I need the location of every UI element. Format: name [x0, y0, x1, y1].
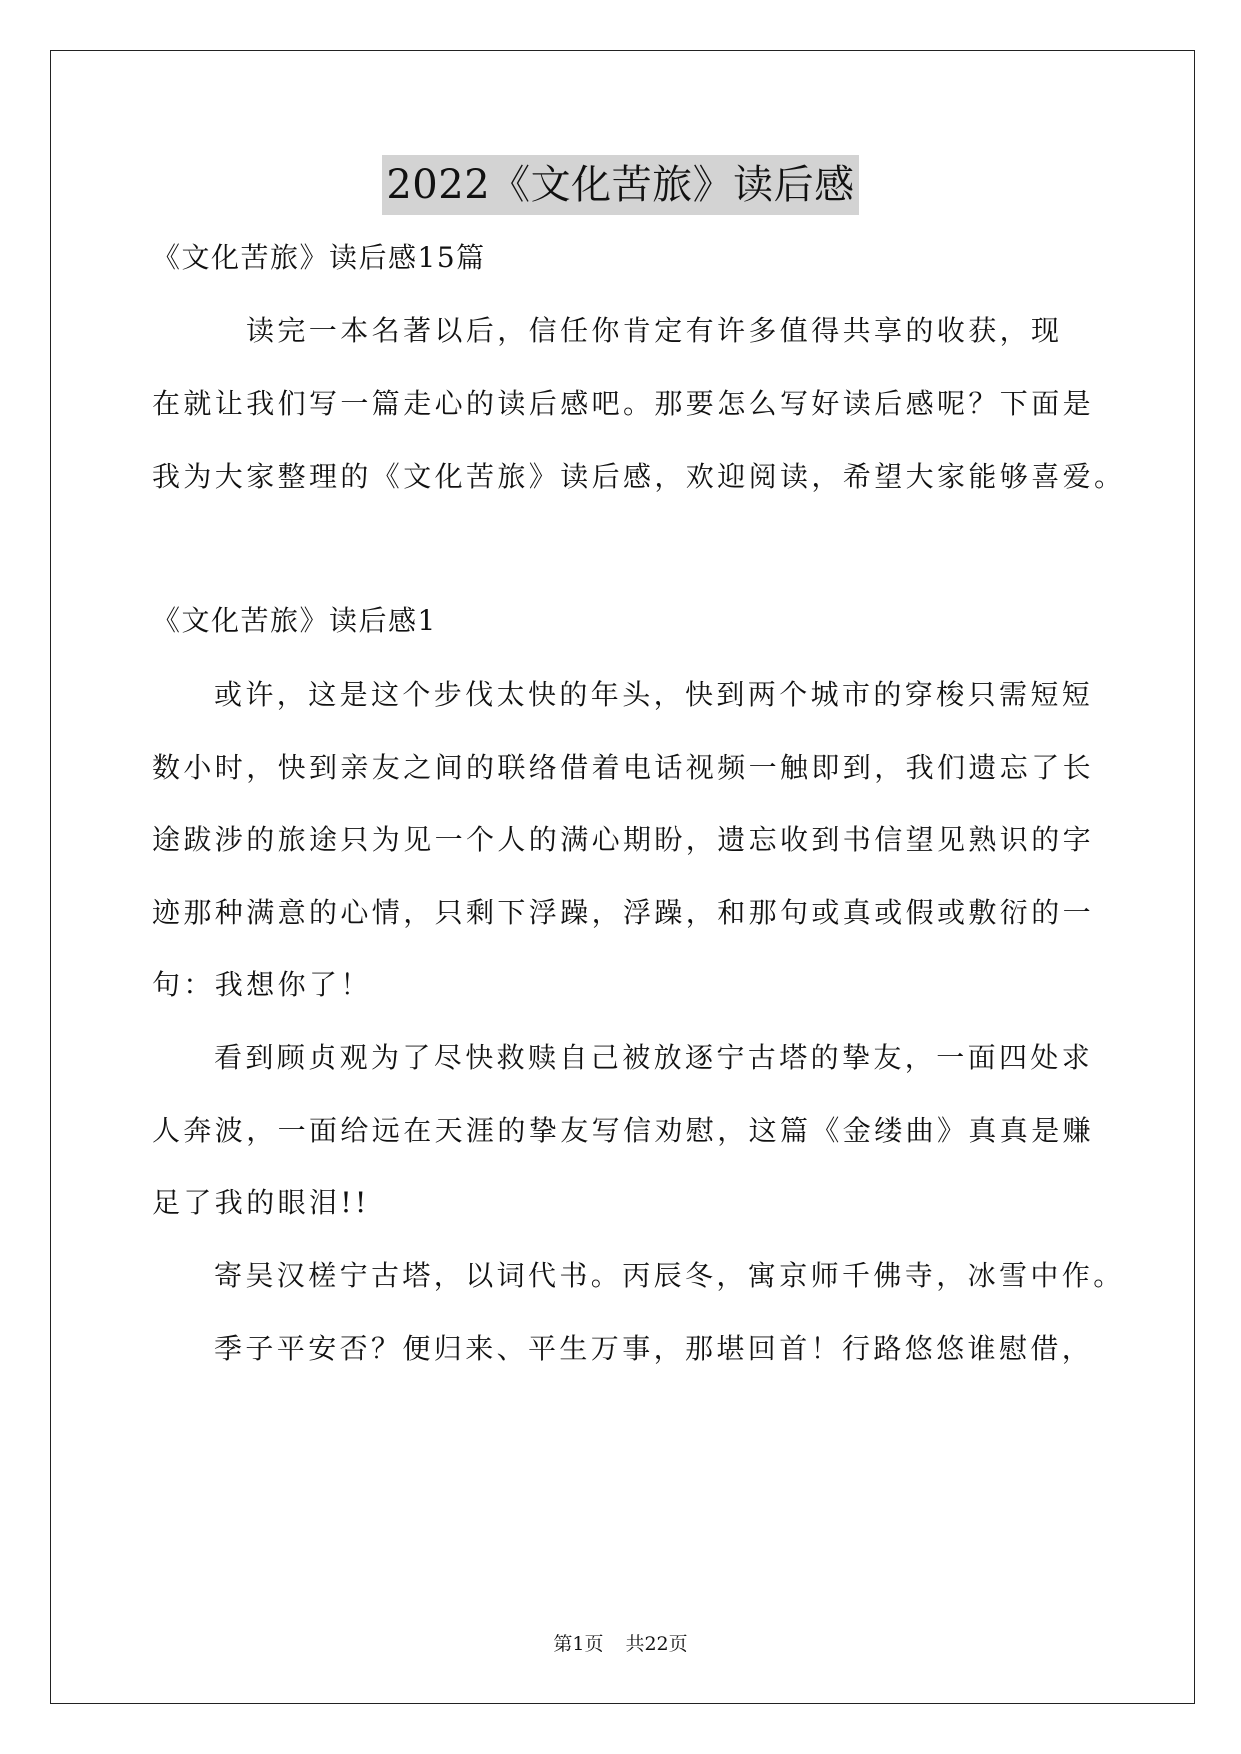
paragraph-line: 句：我想你了！	[152, 968, 372, 1001]
document-title: 2022《文化苦旅》读后感	[382, 155, 858, 215]
intro-line: 读完一本名著以后，信任你肯定有许多值得共享的收获，现	[246, 314, 1063, 347]
paragraph-line: 数小时，快到亲友之间的联络借着电话视频一触即到，我们遗忘了长	[152, 751, 1095, 784]
paragraph-line: 人奔波，一面给远在天涯的挚友写信劝慰，这篇《金缕曲》真真是赚	[152, 1114, 1095, 1147]
intro-line: 在就让我们写一篇走心的读后感吧。那要怎么写好读后感呢？下面是	[152, 387, 1095, 420]
paragraph-line: 足了我的眼泪!!	[152, 1186, 370, 1219]
paragraph-line: 寄吴汉槎宁古塔，以词代书。丙辰冬，寓京师千佛寺，冰雪中作。	[214, 1259, 1125, 1292]
subtitle: 《文化苦旅》读后感15篇	[152, 241, 486, 274]
paragraph-line: 看到顾贞观为了尽快救赎自己被放逐宁古塔的挚友，一面四处求	[214, 1041, 1094, 1074]
paragraph-line: 或许，这是这个步伐太快的年头，快到两个城市的穿梭只需短短	[214, 678, 1094, 711]
page-total: 共22页	[625, 1633, 688, 1655]
paragraph-line: 途跋涉的旅途只为见一个人的满心期盼，遗忘收到书信望见熟识的字	[152, 823, 1095, 856]
section-heading: 《文化苦旅》读后感1	[152, 604, 437, 637]
intro-line: 我为大家整理的《文化苦旅》读后感，欢迎阅读，希望大家能够喜爱。	[152, 460, 1126, 493]
page-number: 第1页	[553, 1633, 604, 1655]
page-footer	[0, 1631, 1241, 1657]
page-border	[50, 50, 1195, 1704]
paragraph-line: 季子平安否？便归来、平生万事，那堪回首！行路悠悠谁慰借，	[214, 1332, 1094, 1365]
title-container	[0, 155, 1241, 215]
paragraph-line: 迹那种满意的心情，只剩下浮躁，浮躁，和那句或真或假或敷衍的一	[152, 896, 1095, 929]
